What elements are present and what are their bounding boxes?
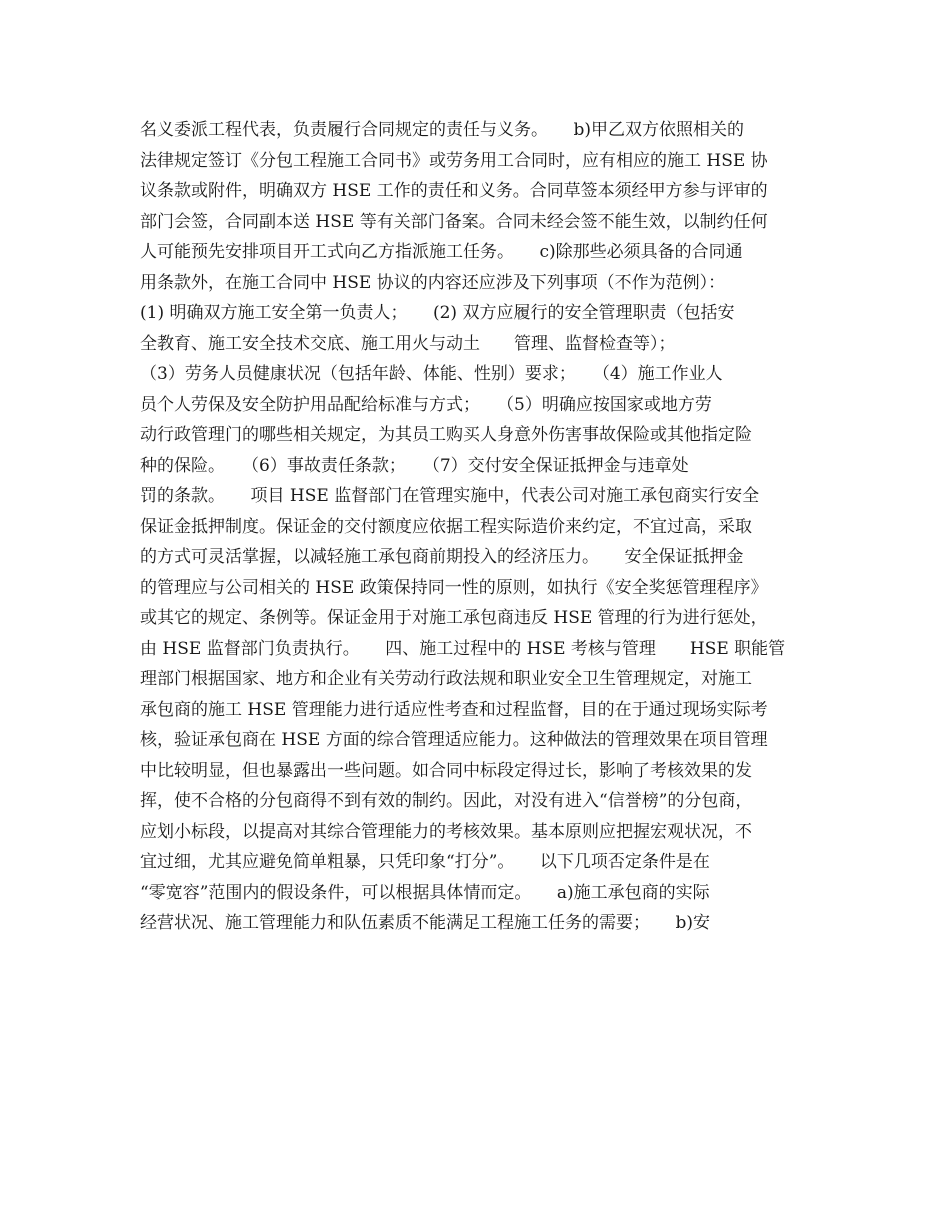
text-line: 承包商的施工 HSE 管理能力进行适应性考查和过程监督，目的在于通过现场实际考 <box>140 699 768 720</box>
text-line: 罚的条款。 项目 HSE 监督部门在管理实施中，代表公司对施工承包商实行安全 <box>140 486 760 506</box>
text-line: (1) 明确双方施工安全第一负责人； (2) 双方应履行的安全管理职责（包括安 <box>140 303 735 323</box>
text-line: 用条款外，在施工合同中 HSE 协议的内容还应涉及下列事项（不作为范例）： <box>140 272 726 293</box>
text-line: 宜过细，尤其应避免简单粗暴，只凭印象“打分”。 以下几项否定条件是在 <box>140 852 710 872</box>
text-line: 核，验证承包商在 HSE 方面的综合管理适应能力。这种做法的管理效果在项目管理 <box>140 730 768 750</box>
text-line: 保证金抵押制度。保证金的交付额度应依据工程实际造价来约定，不宜过高，采取 <box>140 516 752 537</box>
text-line: 动行政管理门的哪些相关规定，为其员工购买人身意外伤害事故保险或其他指定险 <box>140 425 752 445</box>
text-line: 经营状况、施工管理能力和队伍素质不能满足工程施工任务的需要； b)安 <box>140 913 711 933</box>
text-line: “零宽容”范围内的假设条件，可以根据具体情而定。 a)施工承包商的实际 <box>140 882 710 903</box>
text-line: 应划小标段，以提高对其综合管理能力的考核效果。基本原则应把握宏观状况，不 <box>140 821 752 842</box>
text-line: （3）劳务人员健康状况（包括年龄、体能、性别）要求； （4）施工作业人 <box>140 364 723 384</box>
text-line: 人可能预先安排项目开工式向乙方指派施工任务。 c)除那些必须具备的合同通 <box>140 242 743 262</box>
text-line: 中比较明显，但也暴露出一些问题。如合同中标段定得过长，影响了考核效果的发 <box>140 760 752 781</box>
text-line: 的管理应与公司相关的 HSE 政策保持同一性的原则，如执行《安全奖惩管理程序》 <box>140 577 768 598</box>
text-line: 理部门根据国家、地方和企业有关劳动行政法规和职业安全卫生管理规定，对施工 <box>140 669 752 689</box>
text-line: 挥，使不合格的分包商得不到有效的制约。因此，对没有进入“信誉榜”的分包商， <box>140 791 753 811</box>
document-body <box>140 115 830 939</box>
text-line: 种的保险。 （6）事故责任条款； （7）交付安全保证抵押金与违章处 <box>140 455 689 476</box>
text-line: 全教育、施工安全技术交底、施工用火与动土 管理、监督检查等）； <box>140 333 676 354</box>
text-line: 部门会签，合同副本送 HSE 等有关部门备案。合同未经会签不能生效，以制约任何 <box>140 211 768 232</box>
text-line: 或其它的规定、条例等。保证金用于对施工承包商违反 HSE 管理的行为进行惩处， <box>140 608 768 628</box>
text-line: 名义委派工程代表，负责履行合同规定的责任与义务。 b)甲乙双方依照相关的 <box>140 120 745 140</box>
text-line: 由 HSE 监督部门负责执行。 四、施工过程中的 HSE 考核与管理 HSE 职能管 <box>140 638 786 659</box>
text-line: 员个人劳保及安全防护用品配给标准与方式； （5）明确应按国家或地方劳 <box>140 394 712 415</box>
text-line: 的方式可灵活掌握，以减轻施工承包商前期投入的经济压力。 安全保证抵押金 <box>140 547 744 567</box>
text-line: 法律规定签订《分包工程施工合同书》或劳务用工合同时，应有相应的施工 HSE 协 <box>140 150 768 171</box>
text-line: 议条款或附件，明确双方 HSE 工作的责任和义务。合同草签本须经甲方参与评审的 <box>140 181 768 201</box>
